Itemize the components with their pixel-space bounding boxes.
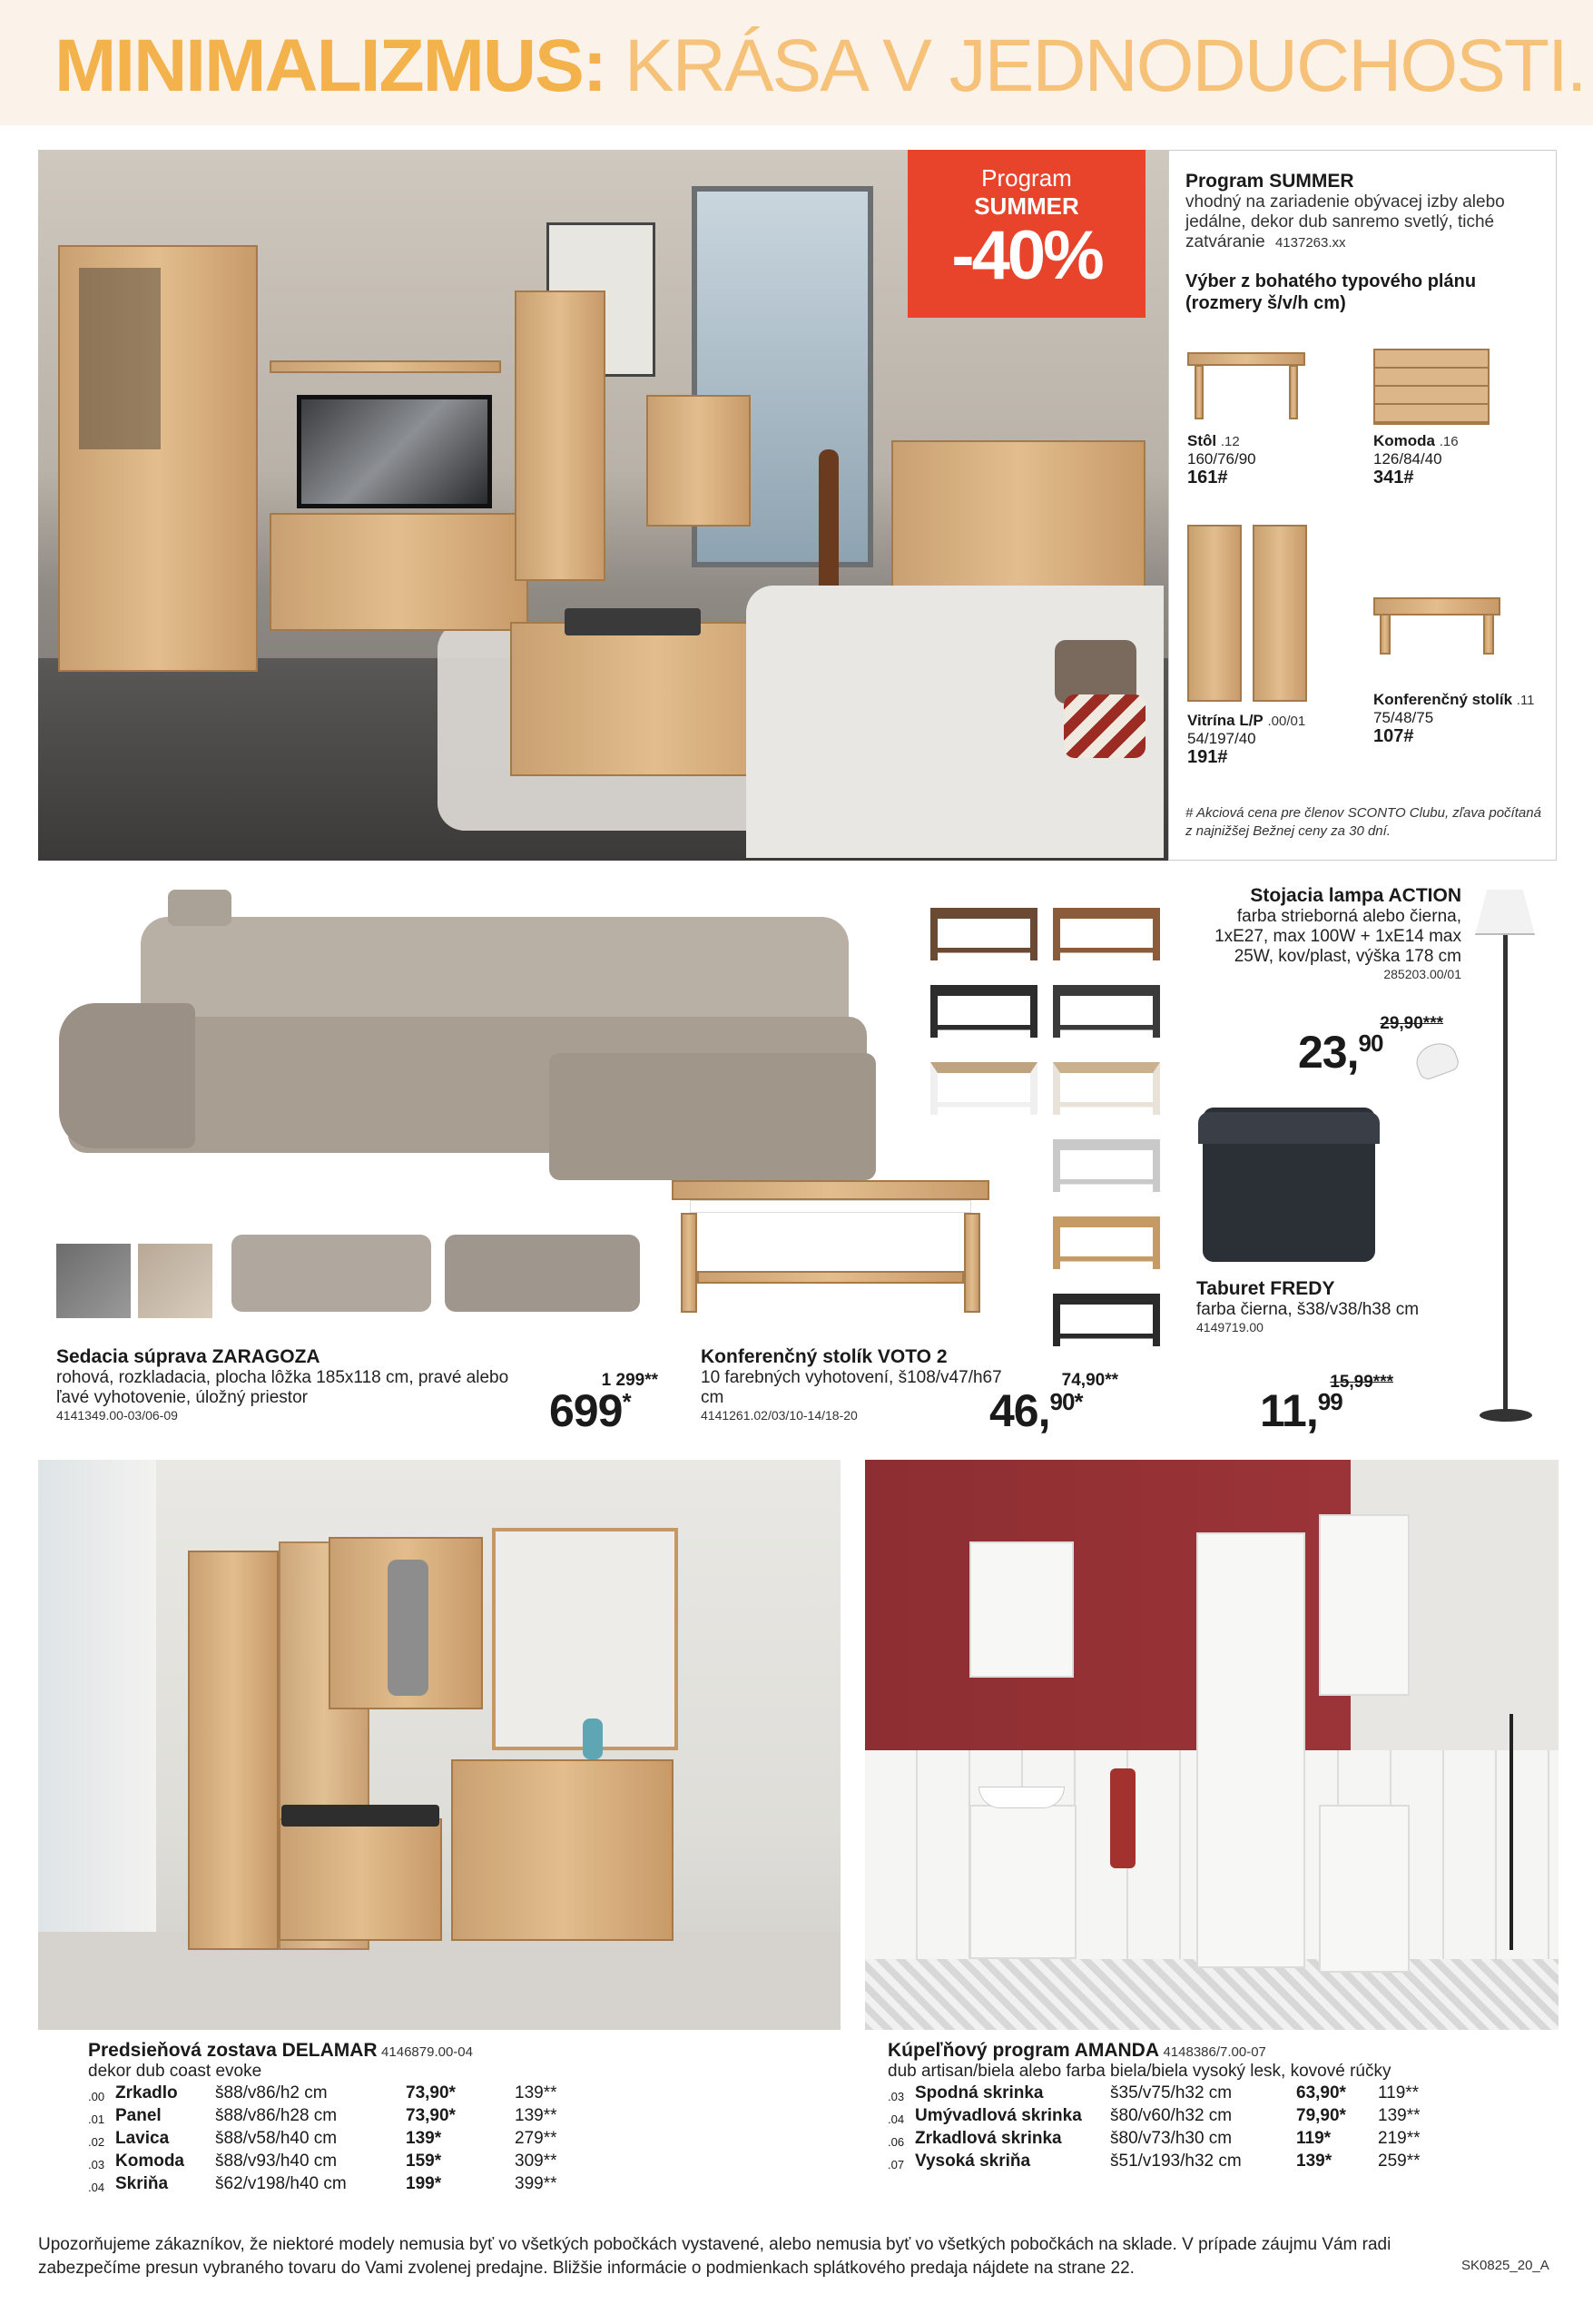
- fabric-swatch-grey[interactable]: [56, 1244, 131, 1318]
- sofa-variant-thumbnail[interactable]: [231, 1235, 431, 1312]
- item-dims: š80/v60/h32 cm: [1110, 2106, 1233, 2125]
- item-dims: 126/84/40: [1373, 450, 1442, 468]
- item-code: .01: [88, 2112, 105, 2126]
- item-dims: 54/197/40: [1187, 730, 1256, 747]
- list-item: [888, 2104, 1541, 2127]
- table-leg-illustration: [1289, 365, 1298, 419]
- wall-cabinet-illustration: [1319, 1514, 1410, 1696]
- lamp-price-cents: 90: [1358, 1029, 1383, 1057]
- table-leg-illustration: [681, 1213, 697, 1313]
- table-color-variant-thumbnail[interactable]: [1053, 1062, 1160, 1115]
- item-price: 199*: [406, 2174, 442, 2193]
- table-leg-illustration: [1195, 365, 1204, 419]
- sideboard-illustration: [891, 440, 1146, 604]
- item-dims: 160/76/90: [1187, 450, 1256, 468]
- item-code: .16: [1439, 434, 1459, 449]
- summer-desc-text: vhodný na zariadenie obývacej izby alebo jedálne, dekor dub sanremo svetlý, tiché zatváranie: [1185, 192, 1505, 251]
- item-code: .04: [888, 2112, 905, 2126]
- bench-illustration: [279, 1818, 442, 1941]
- table-color-variant-thumbnail[interactable]: [1053, 1139, 1160, 1192]
- zaragoza-price: [549, 1384, 631, 1437]
- sofa-bed-thumbnail[interactable]: [445, 1235, 640, 1312]
- promo-badge: [908, 150, 1146, 318]
- item-dims: š88/v86/h2 cm: [215, 2083, 328, 2102]
- title-strong: MINIMALIZMUS:: [54, 25, 606, 107]
- table-color-variant-thumbnail[interactable]: [930, 985, 1037, 1038]
- table-leg-illustration: [1483, 614, 1494, 655]
- striped-cushion-illustration: [1064, 694, 1146, 758]
- item-code: .04: [88, 2181, 105, 2194]
- fabric-swatch-beige[interactable]: [138, 1244, 212, 1318]
- list-item: [888, 2127, 1541, 2150]
- item-regular-price: 399**: [515, 2174, 557, 2193]
- delamar-name: Predsieňová zostava DELAMAR: [88, 2040, 378, 2061]
- voto-price-main: 46,: [989, 1385, 1050, 1436]
- item-dims: š35/v75/h32 cm: [1110, 2083, 1233, 2102]
- list-item: [88, 2172, 596, 2195]
- mirror-illustration: [492, 1528, 678, 1750]
- amanda-code: 4148386/7.00-07: [1163, 2044, 1266, 2060]
- summer-item-vitrine: [1187, 712, 1360, 766]
- table-top-illustration: [672, 1180, 989, 1200]
- amanda-price-list: [888, 2082, 1541, 2172]
- voto-price-cents: 90*: [1049, 1388, 1083, 1415]
- page-code: SK0825_20_A: [1461, 2258, 1549, 2273]
- summer-item-table: [1187, 432, 1360, 487]
- floor-tiles-illustration: [865, 1959, 1559, 2030]
- item-dims: š80/v73/h30 cm: [1110, 2129, 1233, 2148]
- delamar-code: 4146879.00-04: [381, 2044, 473, 2060]
- zaragoza-desc: rohová, rozkladacia, plocha lôžka 185x118 cm, pravé alebo ľavé vyhotovenie, úložný priestor: [56, 1368, 509, 1407]
- sofa-arm-illustration: [59, 1003, 195, 1148]
- lamp-price-main: 23,: [1298, 1027, 1359, 1078]
- footer-notice: Upozorňujeme zákazníkov, že niektoré modely nemusia byť vo všetkých pobočkách vystavené, alebo nemusia byť vo všetkých pobočkách na sklade. V prípade záujmu Vám radi zabezpečíme presun vybraného tovaru do Vami zvolenej predajne. Bližšie informácie o podmienkach splátkového predaja nájdete na strane 22.: [38, 2235, 1391, 2278]
- fredy-price-cents: 99: [1317, 1388, 1342, 1415]
- item-price: 107#: [1373, 726, 1414, 746]
- zaragoza-price-mark: *: [622, 1388, 631, 1415]
- item-dims: š51/v193/h32 cm: [1110, 2152, 1242, 2171]
- item-regular-price: 139**: [515, 2106, 557, 2125]
- fredy-price-main: 11,: [1260, 1385, 1318, 1436]
- list-item: [88, 2150, 596, 2172]
- item-price: 139*: [406, 2129, 442, 2148]
- floor-illustration: [38, 1932, 841, 2030]
- item-name: Zrkadlo: [115, 2083, 178, 2102]
- table-leg-illustration: [964, 1213, 980, 1313]
- voto-name: Konferenčný stolík VOTO 2: [701, 1346, 948, 1367]
- lamp-old-price: 29,90***: [1380, 1014, 1443, 1033]
- sink-illustration: [978, 1787, 1065, 1808]
- lamp-info: [1189, 885, 1461, 981]
- item-dims: š88/v58/h40 cm: [215, 2129, 338, 2148]
- voto-desc: 10 farebných vyhotovení, š108/v47/h67 cm: [701, 1368, 1002, 1407]
- delamar-desc: dekor dub coast evoke: [88, 2062, 262, 2081]
- low-cabinet-illustration: [1319, 1805, 1410, 1973]
- item-name: Skriňa: [115, 2174, 169, 2193]
- table-color-variant-thumbnail[interactable]: [1053, 1294, 1160, 1346]
- item-code: .00: [88, 2090, 105, 2103]
- vitrine-glass-illustration: [79, 268, 161, 449]
- amanda-name: Kúpeľňový program AMANDA: [888, 2040, 1159, 2061]
- sofa-chaise-illustration: [549, 1053, 876, 1180]
- zaragoza-name: Sedacia súprava ZARAGOZA: [56, 1346, 320, 1367]
- lamp-shade-illustration: [1475, 890, 1535, 935]
- lamp-base-illustration: [1480, 1409, 1532, 1422]
- chest-illustration: [646, 395, 751, 527]
- item-code: .03: [888, 2090, 905, 2103]
- list-item: [88, 2082, 596, 2104]
- vitrine-illustration: [1187, 525, 1242, 702]
- item-name: Komoda: [1373, 432, 1435, 449]
- zaragoza-price-value: 699: [549, 1385, 623, 1436]
- item-code: .07: [888, 2158, 905, 2171]
- summer-item-chest: [1373, 432, 1546, 487]
- summer-subtitle: Výber z bohatého typového plánu (rozmery š/v/h cm): [1185, 271, 1477, 313]
- summer-code: 4137263.xx: [1274, 235, 1346, 251]
- table-shelf-illustration: [697, 1271, 964, 1284]
- amanda-info: [888, 2040, 1541, 2172]
- promo-line1: Program: [981, 164, 1072, 192]
- item-price: 73,90*: [406, 2106, 456, 2125]
- tv-illustration: [297, 395, 492, 508]
- item-name: Vysoká skriňa: [915, 2152, 1031, 2171]
- summer-description: [1185, 192, 1549, 253]
- item-name: Stôl: [1187, 432, 1217, 449]
- ottoman-lid-illustration: [1198, 1112, 1380, 1144]
- sink-cabinet-illustration: [969, 1805, 1077, 1959]
- item-code: .06: [888, 2135, 905, 2149]
- table-color-variant-thumbnail[interactable]: [930, 908, 1037, 960]
- item-name: Umývadlová skrinka: [915, 2106, 1082, 2125]
- tv-stand-illustration: [270, 513, 528, 631]
- fredy-name: Taburet FREDY: [1196, 1278, 1335, 1299]
- summer-footnote: # Akciová cena pre členov SCONTO Clubu, zľava počítaná z najnižšej Bežnej ceny za 30 dní.: [1185, 805, 1541, 839]
- promo-line2: SUMMER: [974, 192, 1079, 220]
- amanda-desc: dub artisan/biela alebo farba biela/biela vysoký lesk, kovové rúčky: [888, 2062, 1391, 2081]
- voto-price: [989, 1384, 1083, 1437]
- table-illustration: [1187, 352, 1305, 366]
- reading-lamp-illustration: [1411, 1038, 1460, 1081]
- item-code: .12: [1220, 434, 1240, 449]
- vitrine-illustration: [1253, 525, 1307, 702]
- list-item: [88, 2104, 596, 2127]
- item-regular-price: 219**: [1378, 2129, 1421, 2148]
- item-code: .11: [1516, 693, 1535, 708]
- item-regular-price: 279**: [515, 2129, 557, 2148]
- page-title: [54, 24, 1586, 109]
- item-dims: 75/48/75: [1373, 709, 1434, 726]
- item-name: Konferenčný stolík: [1373, 691, 1513, 708]
- item-name: Komoda: [115, 2152, 184, 2171]
- hall-commode-illustration: [451, 1759, 674, 1941]
- tall-cabinet-illustration: [515, 290, 605, 581]
- title-light: KRÁSA V JEDNODUCHOSTI.: [624, 25, 1586, 107]
- delamar-price-list: [88, 2082, 596, 2195]
- voto-old-price: 74,90**: [1061, 1371, 1118, 1390]
- fredy-price: [1260, 1384, 1342, 1437]
- item-dims: š88/v86/h28 cm: [215, 2106, 338, 2125]
- item-name: Zrkadlová skrinka: [915, 2129, 1062, 2148]
- towel-illustration: [1110, 1768, 1136, 1868]
- table-color-variant-thumbnail[interactable]: [930, 1062, 1037, 1115]
- item-price: 159*: [406, 2152, 442, 2171]
- promo-discount: -40%: [951, 217, 1102, 294]
- delamar-hallway-photo: [38, 1460, 841, 2030]
- item-regular-price: 259**: [1378, 2152, 1421, 2171]
- item-regular-price: 309**: [515, 2152, 557, 2171]
- bench-cushion-illustration: [281, 1805, 439, 1827]
- lamp-desc: farba strieborná alebo čierna, 1xE27, max 100W + 1xE14 max 25W, kov/plast, výška 178 cm: [1214, 907, 1461, 966]
- vase-illustration: [583, 1718, 603, 1759]
- lamp-pole-illustration: [1503, 908, 1508, 1416]
- mirror-cabinet-illustration: [969, 1541, 1074, 1678]
- coffee-table-small-illustration: [1373, 597, 1500, 615]
- list-item: [88, 2127, 596, 2150]
- item-price: 161#: [1187, 468, 1228, 487]
- item-price: 191#: [1187, 747, 1228, 767]
- item-price: 63,90*: [1296, 2083, 1346, 2102]
- zaragoza-old-price: 1 299**: [601, 1371, 658, 1390]
- amanda-bathroom-photo: [865, 1460, 1559, 2030]
- item-price: 119*: [1296, 2129, 1332, 2148]
- item-dims: š88/v93/h40 cm: [215, 2152, 338, 2171]
- delamar-info: [88, 2040, 596, 2195]
- summer-title: Program SUMMER: [1185, 171, 1354, 192]
- shower-pipe-illustration: [1509, 1714, 1513, 1950]
- table-color-variant-thumbnail[interactable]: [1053, 908, 1160, 960]
- voto-table-photo: [672, 1180, 989, 1316]
- summer-program-panel: [1168, 150, 1557, 861]
- item-dims: š62/v198/h40 cm: [215, 2174, 347, 2193]
- fredy-code: 4149719.00: [1196, 1320, 1264, 1334]
- zaragoza-code: 4141349.00-03/06-09: [56, 1408, 178, 1423]
- item-code: .02: [88, 2135, 105, 2149]
- headrest-illustration: [168, 890, 231, 926]
- zaragoza-info: [56, 1346, 528, 1423]
- item-name: Panel: [115, 2106, 162, 2125]
- fredy-info: [1196, 1278, 1460, 1334]
- table-leg-illustration: [1380, 614, 1391, 655]
- item-regular-price: 139**: [515, 2083, 557, 2102]
- coat-illustration: [388, 1560, 428, 1696]
- tall-cabinet-illustration: [1196, 1532, 1305, 1968]
- item-price: 79,90*: [1296, 2106, 1346, 2125]
- list-item: [888, 2150, 1541, 2172]
- item-regular-price: 139**: [1378, 2106, 1421, 2125]
- wardrobe-illustration: [188, 1551, 279, 1950]
- fredy-old-price: 15,99***: [1330, 1373, 1393, 1392]
- item-code: .03: [88, 2158, 105, 2171]
- item-price: 139*: [1296, 2152, 1332, 2171]
- table-color-variant-thumbnail[interactable]: [1053, 1216, 1160, 1269]
- lamp-name: Stojacia lampa ACTION: [1250, 885, 1461, 906]
- vase-illustration: [819, 449, 839, 595]
- item-name: Lavica: [115, 2129, 170, 2148]
- item-price: 73,90*: [406, 2083, 456, 2102]
- table-color-variant-thumbnail[interactable]: [1053, 985, 1160, 1038]
- item-name: Spodná skrinka: [915, 2083, 1044, 2102]
- voto-code: 4141261.02/03/10-14/18-20: [701, 1408, 858, 1423]
- lamp-code: 285203.00/01: [1383, 967, 1461, 981]
- table-white-band-illustration: [690, 1200, 971, 1213]
- item-price: 341#: [1373, 468, 1414, 487]
- chest-of-drawers-illustration: [1373, 349, 1490, 425]
- item-name: Vitrína L/P: [1187, 712, 1264, 729]
- item-regular-price: 119**: [1378, 2083, 1420, 2102]
- candle-tray-illustration: [565, 608, 701, 635]
- fredy-desc: farba čierna, š38/v38/h38 cm: [1196, 1300, 1420, 1319]
- page-header: [0, 0, 1593, 125]
- item-code: .00/01: [1267, 714, 1306, 729]
- voto-info: [701, 1346, 1028, 1423]
- wall-shelf-illustration: [270, 360, 501, 373]
- lamp-price: [1298, 1026, 1382, 1078]
- summer-item-coffee-table: [1373, 691, 1537, 745]
- zaragoza-sofa-photo: [59, 917, 876, 1189]
- list-item: [888, 2082, 1541, 2104]
